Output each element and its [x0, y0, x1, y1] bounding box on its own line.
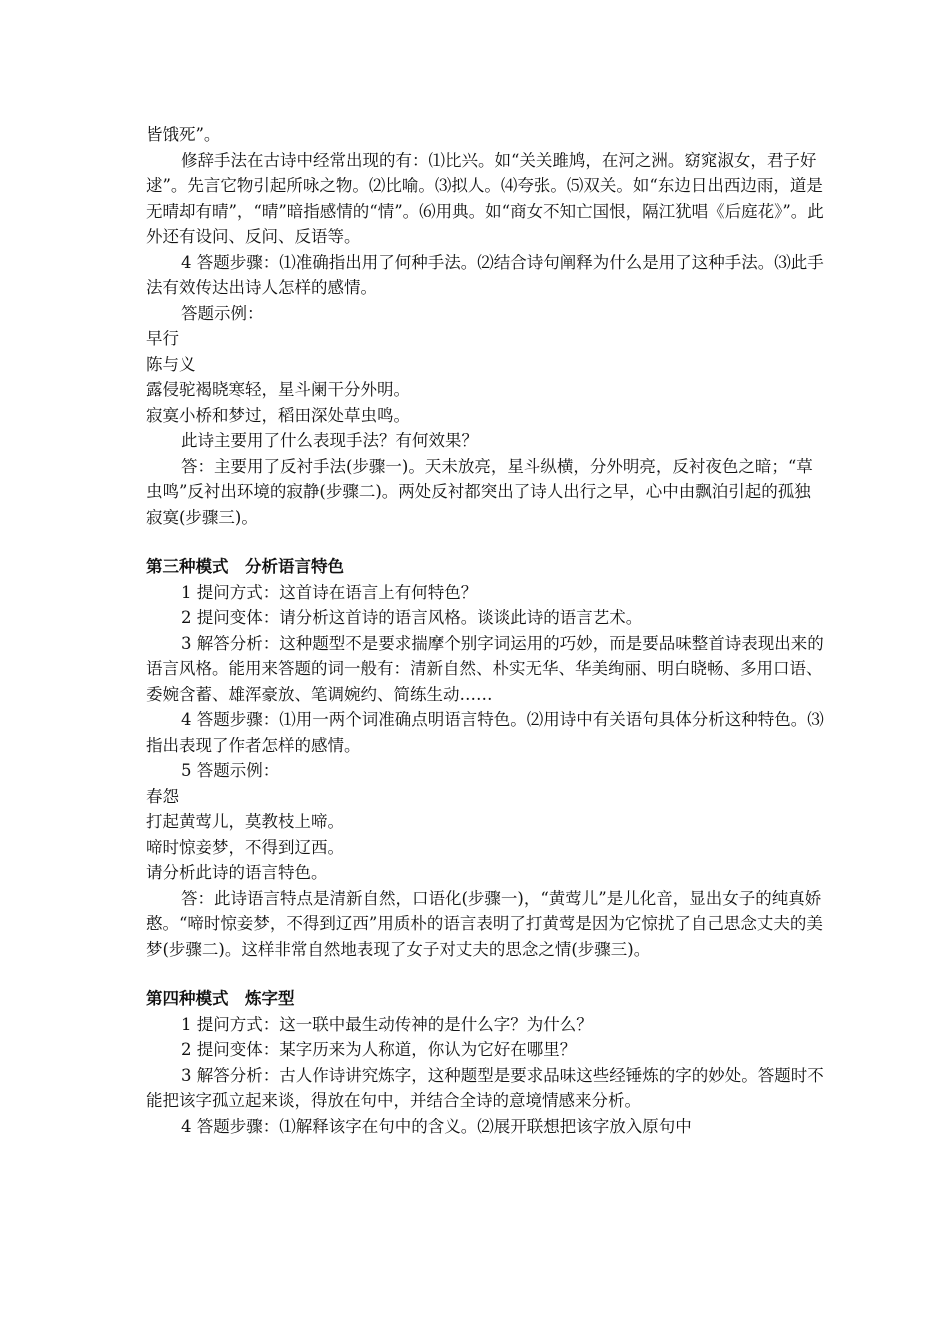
- section-4: [146, 986, 826, 1139]
- paragraph: 3 解答分析：古人作诗讲究炼字，这种题型是要求品味这些经锤炼的字的妙处。答题时不能把该字孤立起来谈，得放在句中，并结合全诗的意境情感来分析。: [146, 1065, 824, 1110]
- section-heading: 第三种模式 分析语言特色: [146, 557, 344, 576]
- paragraph: 4 答题步骤：⑴准确指出用了何种手法。⑵结合诗句阐释为什么是用了这种手法。⑶此手法有效传达出诗人怎样的感情。: [146, 252, 824, 297]
- poem-line: 露侵驼褐晓寒轻，星斗阑干分外明。: [146, 380, 410, 399]
- section-heading: 第四种模式 炼字型: [146, 989, 295, 1008]
- poem-author: 陈与义: [146, 354, 196, 374]
- poem-title: 春怨: [146, 786, 179, 806]
- poem-line: 打起黄莺儿，莫教枝上啼。: [146, 812, 344, 831]
- paragraph: 3 解答分析：这种题型不是要求揣摩个别字词运用的巧妙，而是要品味整首诗表现出来的语言风格。能用来答题的词一般有：清新自然、朴实无华、华美绚丽、明白晓畅、多用口语、委婉含蓄、雄浑豪放、笔调婉约、简练生动……: [146, 633, 824, 704]
- question-line: 请分析此诗的语言特色。: [146, 863, 328, 882]
- poem-line: 啼时惊妾梦，不得到辽西。: [146, 837, 344, 857]
- paragraph: 2 提问变体：请分析这首诗的语言风格。谈谈此诗的语言艺术。: [181, 608, 643, 627]
- poem-line: 寂寞小桥和梦过，稻田深处草虫鸣。: [146, 405, 410, 425]
- paragraph: 修辞手法在古诗中经常出现的有：⑴比兴。如“关关雎鸠，在河之洲。窈窕淑女，君子好逑”。先言它物引起所咏之物。⑵比喻。⑶拟人。⑷夸张。⑸双关。如“东边日出西边雨，道是无晴却有晴”，“晴”暗指感情的“情”。⑹用典。如“商女不知亡国恨，隔江犹唱《后庭花》”。此外还有设问、反问、反语等。: [146, 150, 824, 246]
- paragraph: 1 提问方式：这一联中最生动传神的是什么字？为什么？: [181, 1014, 593, 1034]
- section-top: [146, 122, 826, 530]
- paragraph: 2 提问变体：某字历来为人称道，你认为它好在哪里？: [181, 1040, 577, 1059]
- paragraph: 答：此诗语言特点是清新自然，口语化(步骤一)，“黄莺儿”是儿化音，显出女子的纯真娇憨。“啼时惊妾梦，不得到辽西”用质朴的语言表明了打黄莺是因为它惊扰了自己思念丈夫的美梦(步骤二)。这样非常自然地表现了女子对丈夫的思念之情(步骤三)。: [146, 888, 823, 959]
- paragraph: 此诗主要用了什么表现手法？有何效果？: [181, 431, 478, 450]
- paragraph: 4 答题步骤：⑴用一两个词准确点明语言特色。⑵用诗中有关语句具体分析这种特色。⑶指出表现了作者怎样的感情。: [146, 710, 824, 755]
- paragraph: 答题示例：: [181, 303, 264, 323]
- paragraph: 皆饿死”。: [146, 125, 221, 144]
- section-3: [146, 554, 826, 962]
- paragraph: 5 答题示例：: [181, 761, 280, 780]
- poem-title: 早行: [146, 329, 179, 348]
- paragraph: 4 答题步骤：⑴解释该字在句中的含义。⑵展开联想把该字放入原句中: [181, 1116, 692, 1136]
- paragraph: 1 提问方式：这首诗在语言上有何特色？: [181, 582, 478, 602]
- paragraph: 答：主要用了反衬手法(步骤一)。天未放亮，星斗纵横，分外明亮，反衬夜色之暗；“草虫鸣”反衬出环境的寂静(步骤二)。两处反衬都突出了诗人出行之早，心中由飘泊引起的孤独寂寞(步骤三)。: [146, 456, 813, 527]
- document-page: [146, 122, 826, 1139]
